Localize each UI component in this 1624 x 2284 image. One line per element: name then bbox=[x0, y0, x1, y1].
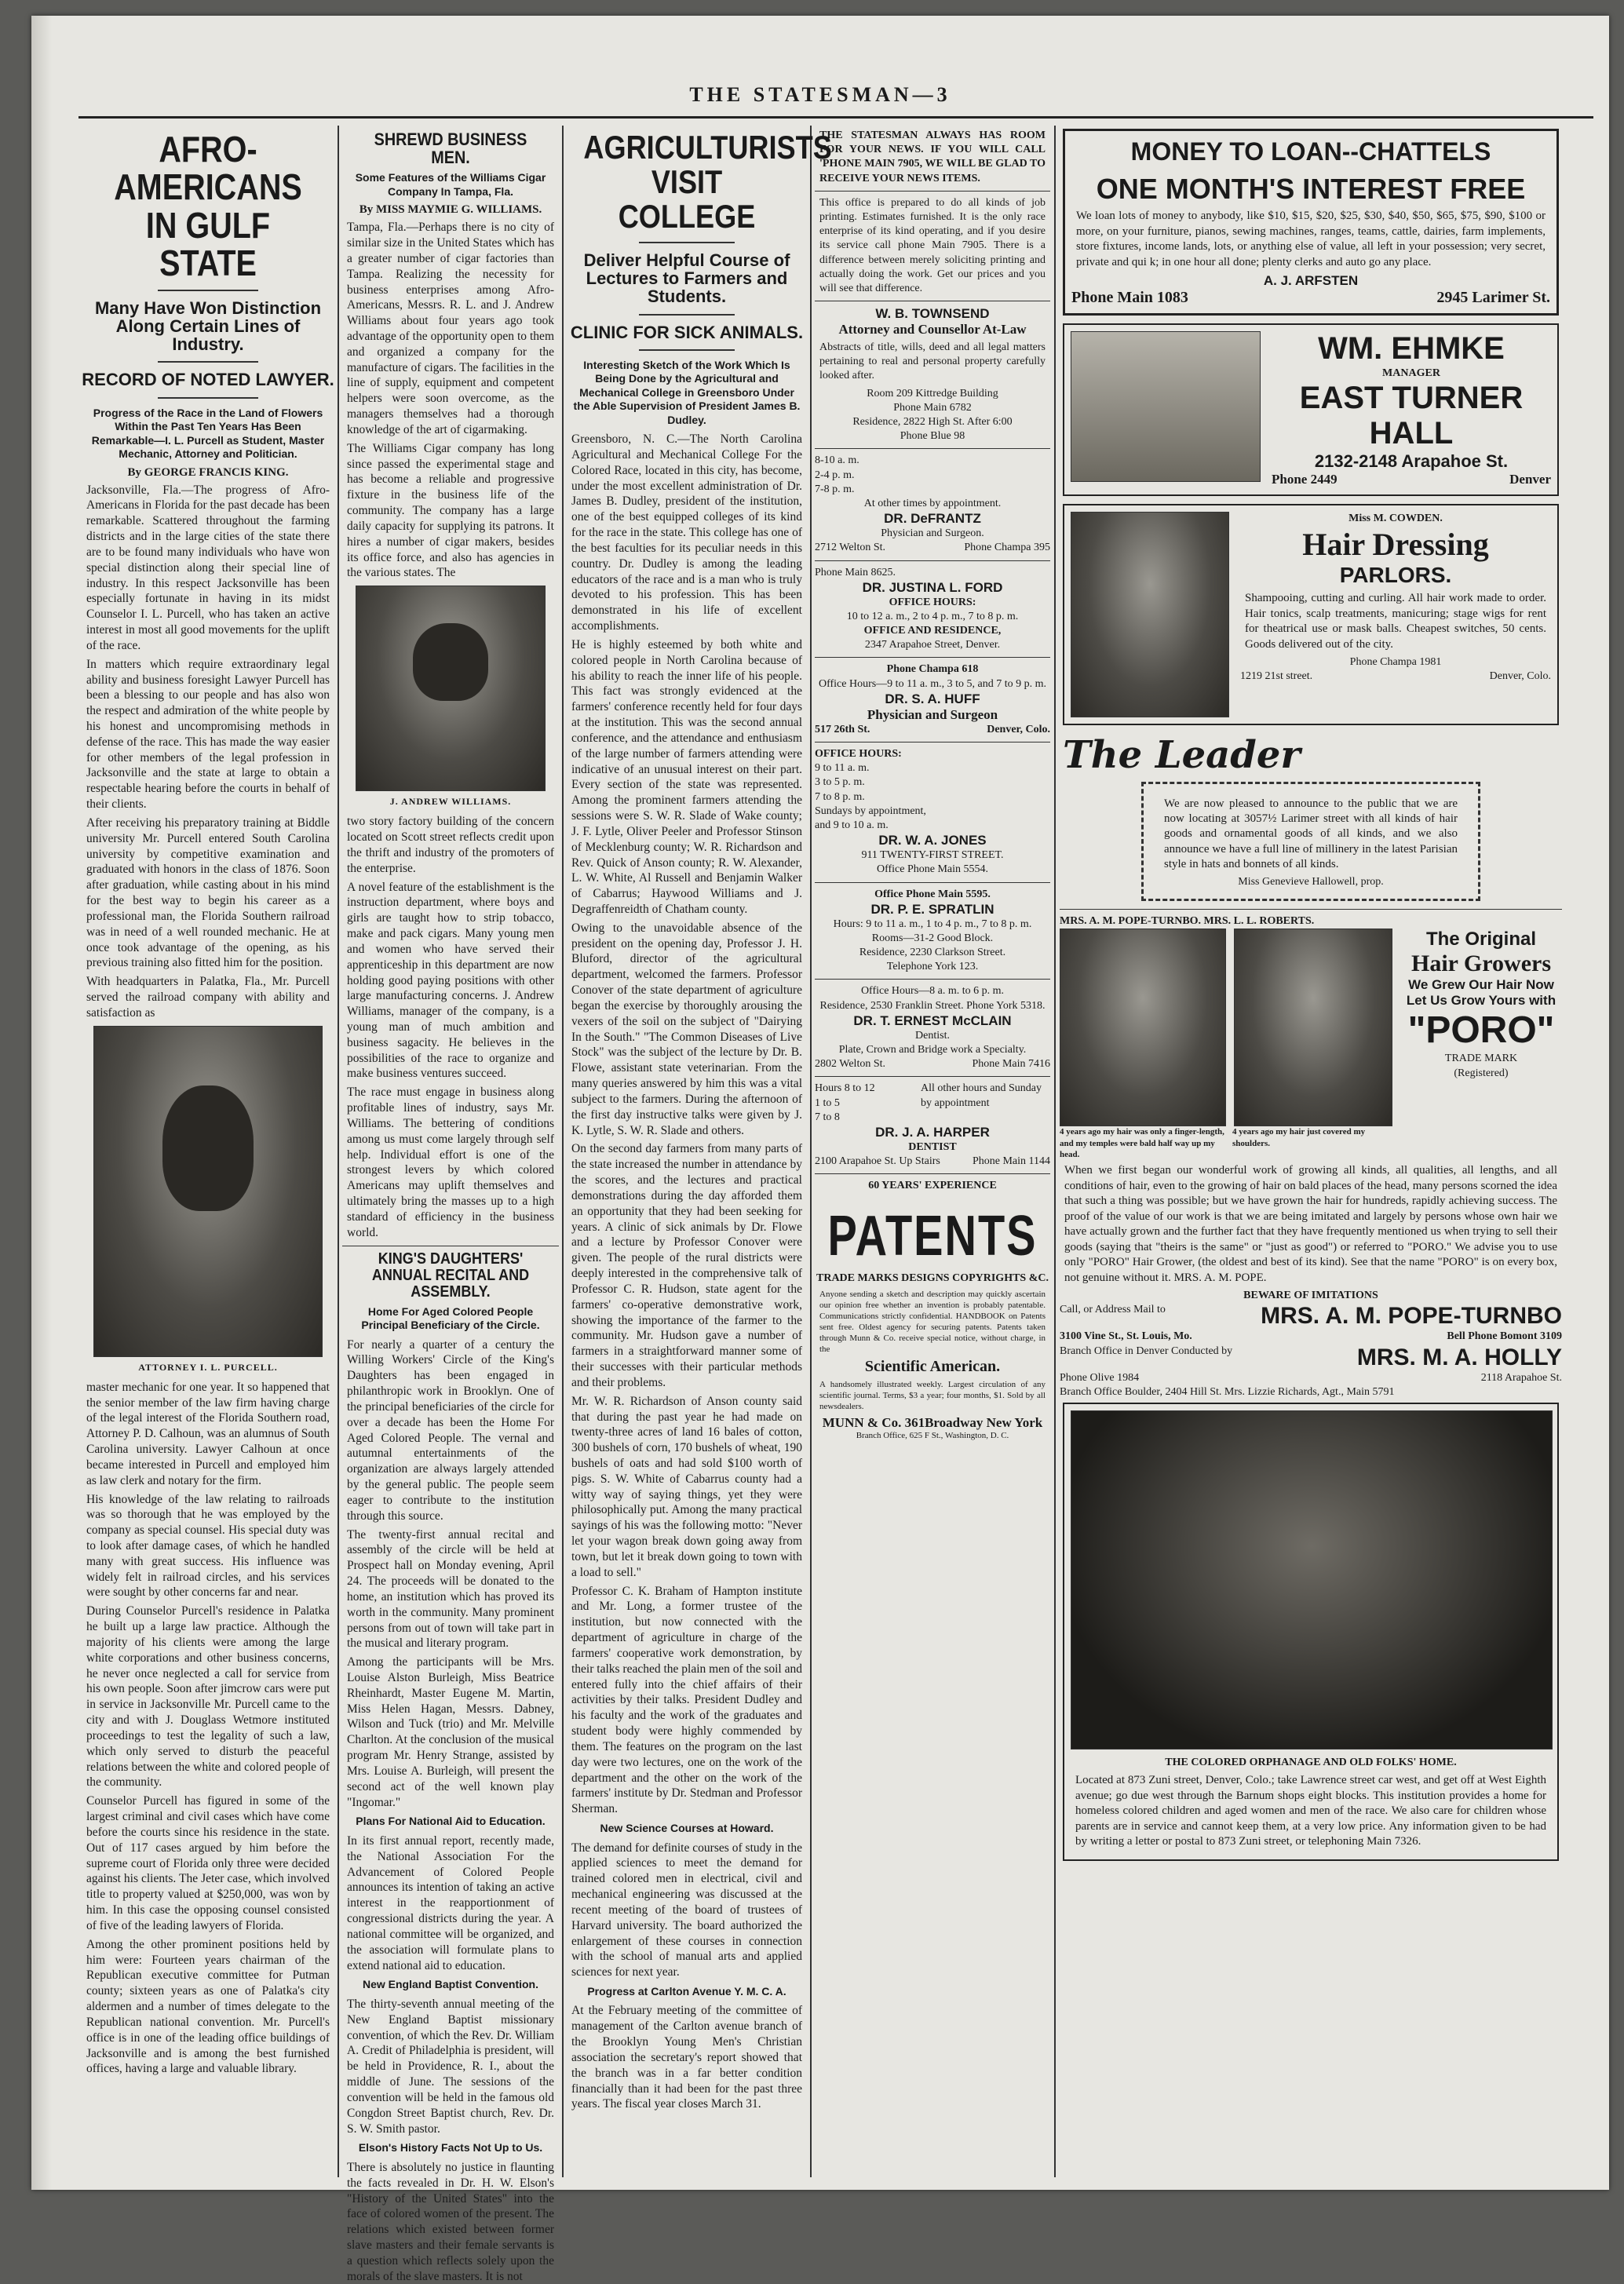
portrait-photo bbox=[1234, 929, 1392, 1126]
running-head: THE STATESMAN—3 bbox=[689, 83, 951, 106]
ad-address: 3100 Vine St., St. Louis, Mo. bbox=[1060, 1330, 1192, 1343]
paragraph: Tampa, Fla.—Perhaps there is no city of similar size in the United States which has a greater number of cigar factories than Tampa. Realizing the necessity for business enterprises among Afro-Americans, Messrs. R. L. and J. Andrew Williams about four years ago took advantage of the opportunity open to them and organized a company for the manufacture of cigars. The facilities in the line of supply, equipment and competent helpers were soon overcome, as the managers themselves had a thorough knowledge of the art of cigarmaking. bbox=[347, 221, 554, 436]
header-rule bbox=[78, 116, 1593, 119]
divider bbox=[639, 242, 735, 243]
ad-trademark: TRADE MARK bbox=[1444, 1053, 1518, 1065]
card-hours: 3 to 5 p. m. bbox=[815, 776, 865, 789]
card-name: DR. T. ERNEST McCLAIN bbox=[853, 1012, 1012, 1028]
headline: AFRO-AMERICANS IN GULF STATE bbox=[114, 129, 302, 283]
ad-address: 1219 21st street. bbox=[1240, 670, 1313, 683]
ad-name: WM. EHMKE bbox=[1318, 331, 1505, 366]
portrait-photo bbox=[356, 586, 546, 791]
divider bbox=[815, 979, 1050, 980]
deck: Many Have Won Distinction Along Certain Lines of Industry. bbox=[94, 298, 322, 355]
divider bbox=[158, 361, 259, 363]
column-rule bbox=[338, 126, 339, 2177]
paragraph: Among the participants will be Mrs. Louise Alston Burleigh, Miss Beatrice Rheinhardt, Master Eugene M. Martin, Miss Helen Hagan, Messrs. Dabney, Wilson and Tuck (trio) and Mr. Melville Charlton. At the conclusion of the musical program Mr. Henry Strange, assisted by Mrs. Louise A. Burleigh, will present the second act of the well known play "Ingomar." bbox=[347, 1655, 554, 1809]
card-phone: Phone Main 1144 bbox=[972, 1155, 1050, 1168]
card-hours-label: OFFICE HOURS: bbox=[889, 596, 976, 608]
card-title: Physician and Surgeon bbox=[867, 706, 998, 722]
paragraph: Professor C. K. Braham of Hampton institute and Mr. Long, a former trustee of the institution, but now connected with the department of agriculture in charge of the farmers' cooperative work demonstration, by their talks reached the plain men of the soil and entered fully into the chief affairs of their activities by their talks. President Dudley and his faculty and the work of the graduates and student body were highly commended by them. The features on the program on the last day were two lectures, one on the work of the department and the other on the work of the farmers' institute by Dr. Stedman and Professor Sherman. bbox=[571, 1584, 802, 1816]
ad-label: Call, or Address Mail to bbox=[1060, 1304, 1166, 1316]
ad-name: MRS. A. M. POPE-TURNBO bbox=[1261, 1303, 1562, 1330]
card-rooms: Rooms—31-2 Good Block. bbox=[871, 932, 994, 944]
card-hours: All other hours and Sunday by appointment bbox=[921, 1082, 1042, 1109]
paragraph: In matters which require extraordinary legal ability and business foresight Lawyer Purcell has been a blessing to our people and has also won the respect and admiration of the white people by his honest and uncompromising methods in defense of the race. This has made the way easier for other members of the legal profession in Jacksonville and the state at large to obtain a respectable hearing before the courts in behalf of their clients. bbox=[86, 657, 330, 812]
ad-text: A handsomely illustrated weekly. Largest circulation of any scientific journal. Terms, $3 a year; four months, $1. Sold by all newsdealers. bbox=[819, 1380, 1046, 1412]
card-title: Physician and Surgeon. bbox=[881, 527, 984, 540]
card-name: DR. JUSTINA L. FORD bbox=[862, 579, 1003, 595]
ad-title: The Leader bbox=[1063, 733, 1301, 777]
column-2 bbox=[342, 126, 559, 2283]
card-office: OFFICE AND RESIDENCE, bbox=[863, 625, 1002, 637]
paragraph: The race must engage in business along profitable lines of industry, says Mr. Williams. The bettering of conditions among us must come largely through self help. Individual effort is one of the strongest levers by which colored Americans may uplift themselves and ultimately bring the masses up to a high standard of efficiency in the business world. bbox=[347, 1085, 554, 1239]
card-title: Attorney and Counsellor At-Law bbox=[838, 322, 1027, 337]
paragraph: Mr. W. R. Richardson of Anson county said that during the past year he had made on twenty-three acres of land 16 bales of cotton, 300 bushels of corn, 170 bushels of wheat, 190 bushels of oats and had sold $100 worth of pigs. S. W. White of Cabarrus county had a witty way of saying things, yet they were philosophically put. Among the many practical sayings of his was the following motto: "Never let your wagon break down going away from town, but let it break down going to town with a load to sell." bbox=[571, 1394, 802, 1579]
deck: RECORD OF NOTED LAWYER. bbox=[82, 370, 334, 390]
patents-ad bbox=[815, 1179, 1050, 1440]
card-hours: 9 to 11 a. m. bbox=[815, 762, 870, 775]
card-city: Denver, Colo. bbox=[987, 723, 1050, 735]
paragraph: He is highly esteemed by both white and colored people in North Carolina because of his ability to reach the inner life of his people. This fact was strongly evidenced at the farmers' conference recently held for four days at the institution. This was the second annual conference, and the attendance and enthusiasm of the large number of farmers attending were indicative of an unusual interest on their part. Every section of the state was represented. Among the prominent farmers attending the sessions were S. W. R. Slade of Wake county; J. F. Lytle, Oliver Peeler and Professor Stinson of Mecklenburg county; W. R. Richardson and Rev. Quick of Anson county; R. W. Alexander, L. W. White, Al Russell and Benjamin Walker of Cabarrus; Haywood Williams and J. Degraffenreidth of Chatham county. bbox=[571, 637, 802, 916]
paragraph: master mechanic for one year. It so happened that the senior member of the law firm having charge of the legal interest of the Florida Southern road, Attorney P. D. Calhoun, was an alumnus of South Carolina university. Lawyer Calhoun at once became interested in Purcell and employed him as law clerk and notary for the firm. bbox=[86, 1380, 330, 1487]
ad-title: The Original bbox=[1425, 929, 1536, 950]
paragraph: During Counselor Purcell's residence in Palatka he built up a large law practice. Although the majority of his clients were among the large white corporations and other business concerns, he never once neglected a call for service from his own people. Soon after jimcrow cars were put in service in Jacksonville Mr. Purcell came to the city and with J. Douglass Wetmore instituted proceedings to test the legality of such a law, which only served to disturb the peaceful relations between the white and colored people of the community. bbox=[86, 1604, 330, 1790]
card-residence: Residence, 2530 Franklin Street. Phone York 5318. bbox=[819, 999, 1046, 1012]
hall-engraving bbox=[1071, 331, 1261, 482]
harper-card bbox=[815, 1082, 1050, 1169]
card-hours: Office Hours—9 to 11 a. m., 3 to 5, and 7 to 9 p. m. bbox=[818, 677, 1047, 690]
divider bbox=[815, 882, 1050, 883]
card-hours: Office Hours—8 a. m. to 6 p. m. bbox=[860, 985, 1005, 998]
card-hours: 7-8 p. m. bbox=[815, 483, 855, 495]
paragraph: There is absolutely no justice in flaunting the facts revealed in Dr. H. W. Elson's "History of the United States" into the face of colored women of the present. The relations which existed between former slave masters and their female servants is a question which reflects solely upon the morals of the slave masters. It is not bbox=[347, 2160, 554, 2283]
card-hours: Sundays by appointment, bbox=[815, 805, 926, 817]
byline: By GEORGE FRANCIS KING. bbox=[127, 465, 289, 479]
column-rule bbox=[810, 126, 812, 2177]
paragraph: With headquarters in Palatka, Fla., Mr. Purcell served the railroad company with ability and satisfaction as bbox=[86, 975, 330, 1020]
cowden-ad bbox=[1063, 504, 1559, 725]
loan-ad bbox=[1063, 129, 1559, 316]
notice: THE STATESMAN ALWAYS HAS ROOM FOR YOUR NEWS. IF YOU WILL CALL 'PHONE MAIN 7905, WE WILL BE GLAD TO RECEIVE YOUR NEWS ITEMS. bbox=[819, 130, 1046, 184]
deck: Some Features of the Williams Cigar Company In Tampa, Fla. bbox=[355, 171, 546, 198]
photo-caption: ATTORNEY I. L. PURCELL. bbox=[138, 1361, 278, 1373]
ad-proprietor: Miss Genevieve Hallowell, prop. bbox=[1238, 875, 1384, 888]
poro-ad bbox=[1060, 914, 1562, 1399]
ad-phone: Phone 2449 bbox=[1272, 472, 1338, 487]
ad-title: Hair Growers bbox=[1411, 950, 1552, 977]
paragraph: Owing to the unavoidable absence of the president on the opening day, Professor J. H. Bluford, director of the agricultural department, welcomed the farmers. Professor Conover of the state department of agriculture began the exercise by thoroughly arousing the vexers of the soil on the subject of "Dairying In the South." "The Common Diseases of Live Stock" was the subject of the lecture by Dr. B. Flowe, assistant state veterinarian. From the many queries answered by him this was a vital subject to the farmers. During the afternoon of the first day instructive talks were given by J. K. Lytle, S. W. R. Slade and others. bbox=[571, 921, 802, 1137]
ad-branch: Branch Office, 625 F St., Washington, D. C. bbox=[856, 1431, 1009, 1441]
card-name: DR. W. A. JONES bbox=[878, 833, 987, 848]
card-phone: Phone Main 8625. bbox=[815, 566, 896, 578]
subhead: New Science Courses at Howard. bbox=[600, 1822, 774, 1835]
card-residence: Residence, 2230 Clarkson Street. bbox=[859, 947, 1006, 959]
ad-address: 2132-2148 Arapahoe St. bbox=[1314, 451, 1509, 472]
newspaper-page bbox=[31, 16, 1609, 2283]
ad-frame bbox=[1141, 782, 1480, 901]
ad-registered: (Registered) bbox=[1454, 1067, 1509, 1079]
portrait-photo bbox=[93, 1026, 323, 1357]
ad-city: Denver bbox=[1509, 472, 1551, 487]
card-text: Plate, Crown and Bridge work a Specialty. bbox=[838, 1044, 1027, 1056]
page-edge bbox=[31, 16, 52, 2190]
ad-address: 2118 Arapahoe St. bbox=[1480, 1371, 1562, 1384]
paragraph: Greensboro, N. C.—The North Carolina Agricultural and Mechanical College For the Colored Race, located in this city, has become, under the most excellent administration of Dr. James B. Dudley, president of the institution, one of the best equipped colleges of its kind for the race in the state. This college has one of the best faculties for its peculiar needs in this country. Dr. Dudley is among the leading educators of the race and is a man who is truly devoted to his profession. This has been demonstrated in his life of excellent accomplishments. bbox=[571, 432, 802, 633]
ad-title: MONEY TO LOAN--CHATTELS bbox=[1130, 137, 1491, 166]
ad-years: 60 YEARS' EXPERIENCE bbox=[868, 1180, 997, 1192]
paragraph: After receiving his preparatory training at Biddle university Mr. Purcell entered South Carolina university by competitive examination and graduated with honors in the class of 1876. Soon after graduation, while casting about in his mind for the best way to begin his career as a professional man, the Florida Southern railroad was in need of a well rounded mechanic. He at once took advantage of the opening, as his previous training also fitted him for the position. bbox=[86, 815, 330, 970]
column-1 bbox=[82, 126, 334, 2177]
divider bbox=[815, 1173, 1050, 1174]
deck: Home For Aged Colored People Principal Beneficiary of the Circle. bbox=[361, 1304, 540, 1332]
paragraph: The Williams Cigar company has long since passed the experimental stage and has become a reliable and progressive fixture in the business life of the community. The company has a large daily capacity for supplying its patrons. It hires a number of cigar makers, besides its office force, and also has agencies in the various states. The bbox=[347, 441, 554, 580]
orphanage-photo bbox=[1071, 1410, 1553, 1749]
ad-phone: Bell Phone Bomont 3109 bbox=[1447, 1330, 1562, 1343]
divider bbox=[815, 657, 1050, 658]
card-name: DR. S. A. HUFF bbox=[885, 691, 980, 706]
card-hours: 7 to 8 bbox=[815, 1111, 840, 1123]
ad-branch: Branch Office Boulder, 2404 Hill St. Mrs. Lizzie Richards, Agt., Main 5791 bbox=[1060, 1385, 1395, 1398]
card-address: 911 TWENTY-FIRST STREET. bbox=[861, 849, 1004, 862]
ad-text: We loan lots of money to anybody, like $10, $15, $20, $25, $30, $40, $50, $65, $75, $90, $100 or more, on your furniture, pianos, sewing machines, ranges, teams, cattle, dairies, farm implements, store fixtures, income lands, lots, or anything else of value, all left in your possession; very secret, private and qui k; in one hour all done; plenty clerks and auto go any place. bbox=[1076, 210, 1546, 268]
ad-tagline: We Grew Our Hair Now Let Us Grow Yours with bbox=[1406, 977, 1556, 1009]
huff-card bbox=[815, 662, 1050, 737]
photo-caption: 4 years ago my hair just covered my shoulders. bbox=[1232, 1127, 1366, 1148]
ad-name: MRS. M. A. HOLLY bbox=[1356, 1344, 1562, 1370]
subhead: New England Baptist Convention. bbox=[362, 1978, 538, 1991]
mcclain-card bbox=[815, 984, 1050, 1071]
notice: This office is prepared to do all kinds of job printing. Estimates furnished. It is the only race enterprise of its kind operating, and if you desire its service call phone Main 7905. There is a difference between merely soliciting printing and actually doing the work. Get our prices and you will see that difference. bbox=[819, 196, 1046, 294]
paragraph: Jacksonville, Fla.—The progress of Afro-Americans in Florida for the past decade has been remarkable. Scattered throughout the farming districts and in the large cities of the state there are to be found many individuals who have won special distinction along their special line of industry. In this respect Jacksonville has been especially fortunate in having in its midst Counselor I. L. Purcell, who has taken an active interest in most all good movements for the uplift of the race. bbox=[86, 483, 330, 652]
ad-text: Anyone sending a sketch and description may quickly ascertain our opinion free whether an invention is probably patentable. Communications strictly confidential. HANDBOOK on Patents sent free. Oldest agency for securing patents. Patents taken through Munn & Co. receive special notice, without charge, in the bbox=[819, 1289, 1046, 1355]
divider bbox=[815, 1076, 1050, 1077]
summary: Interesting Sketch of the Work Which Is Being Done by the Agricultural and Mechanical College in Greensboro Under the Able Supervision of President James B. Dudley. bbox=[573, 358, 801, 426]
card-hours: 8-10 a. m. bbox=[815, 454, 859, 467]
paragraph: A novel feature of the establishment is the instruction department, where boys and girls are taught how to strip tobacco, make and pack cigars. Many young men and women who have served their apprenticeship in this department are now holding good paying positions with other large manufacturing concerns. J. Andrew Williams, manager of the company, is a young man of much ambition and business sagacity. He believes in the possibilities of the race to organize and make business ventures succeed. bbox=[347, 880, 554, 1081]
card-phone: Phone Champa 618 bbox=[886, 663, 979, 676]
paragraph: In its first annual report, recently made, the National Association For the Advancement of Colored People announces its intention of taking an active interest in the reapportionment of congressional districts during the year. A national committee will be organized, and the association will formulate plans to extend national aid to education. bbox=[347, 1833, 554, 1972]
ad-warning: BEWARE OF IMITATIONS bbox=[1243, 1290, 1378, 1302]
ad-title: EAST TURNER HALL bbox=[1299, 381, 1524, 451]
ad-title: PATENTS bbox=[827, 1202, 1038, 1267]
photo-caption: THE COLORED ORPHANAGE AND OLD FOLKS' HOME. bbox=[1165, 1756, 1457, 1768]
paragraph: The twenty-first annual recital and assembly of the circle will be held at Prospect hall on Monday evening, April 24. The proceeds will be donated to the home, an institution which has proved its worth in the community. Many prominent persons from out of town will take part in the musical and literary program. bbox=[347, 1527, 554, 1651]
column-rule bbox=[1054, 126, 1056, 2177]
column-5 bbox=[1060, 126, 1562, 2177]
ad-names: MRS. A. M. POPE-TURNBO. MRS. L. L. ROBERTS. bbox=[1060, 915, 1315, 928]
subhead: Elson's History Facts Not Up to Us. bbox=[358, 2141, 543, 2154]
card-name: DR. DeFRANTZ bbox=[884, 511, 981, 527]
card-phone: Phone Blue 98 bbox=[900, 430, 965, 443]
divider bbox=[158, 290, 259, 291]
card-name: DR. J. A. HARPER bbox=[875, 1124, 990, 1140]
card-hours: At other times by appointment. bbox=[863, 497, 1002, 509]
ad-name: Miss M. COWDEN. bbox=[1348, 513, 1443, 524]
ad-text: We are now pleased to announce to the public that we are now locating at 3057½ Larimer street with all kinds of hair goods and ornamental goods of all kinds, and we also announce we have a full line of millinery in the latest Parisian style in hats and bonnets of all kinds. bbox=[1164, 797, 1458, 870]
card-hours: 10 to 12 a. m., 2 to 4 p. m., 7 to 8 p. m. bbox=[846, 610, 1019, 622]
ehmke-ad bbox=[1063, 323, 1559, 496]
card-residence: Residence, 2822 High St. After 6:00 bbox=[852, 416, 1013, 428]
ad-brand: "PORO" bbox=[1407, 1009, 1555, 1052]
paragraph: The thirty-seventh annual meeting of the New England Baptist missionary convention, of which the Rev. Dr. William A. Credit of Philadelphia is president, will be held in Providence, R. I., about the middle of June. The sessions of the convention will be held in the famous old Congdon Street Baptist church, Rev. Dr. S. W. Smith pastor. bbox=[347, 1997, 554, 2136]
ad-firm: MUNN & Co. 361Broadway New York bbox=[822, 1415, 1043, 1431]
card-address: 2347 Arapahoe Street, Denver. bbox=[864, 639, 1001, 651]
column-4 bbox=[815, 126, 1050, 2177]
card-hours: and 9 to 10 a. m. bbox=[815, 819, 889, 831]
card-phone: Phone Main 6782 bbox=[893, 401, 972, 414]
photo-caption: 4 years ago my hair was only a finger-length, and my temples were bald half way up my head. bbox=[1060, 1127, 1224, 1159]
card-phone: Office Phone Main 5554. bbox=[876, 863, 989, 876]
townsend-card bbox=[815, 306, 1050, 443]
card-address: 2100 Arapahoe St. Up Stairs bbox=[815, 1155, 940, 1168]
ad-phone: Phone Olive 1984 bbox=[1060, 1371, 1140, 1384]
divider bbox=[815, 191, 1050, 192]
card-phone: Office Phone Main 5595. bbox=[874, 888, 991, 900]
headline: AGRICULTURISTS VISIT COLLEGE bbox=[583, 129, 832, 235]
column-rule bbox=[562, 126, 564, 2177]
card-room: Room 209 Kittredge Building bbox=[867, 387, 998, 400]
byline: By MISS MAYMIE G. WILLIAMS. bbox=[359, 203, 542, 217]
card-title: DENTIST bbox=[908, 1140, 957, 1153]
jones-card bbox=[815, 747, 1050, 877]
deck: CLINIC FOR SICK ANIMALS. bbox=[570, 322, 804, 342]
card-name: DR. P. E. SPRATLIN bbox=[870, 901, 994, 917]
ad-title: Hair Dressing bbox=[1302, 527, 1489, 563]
paragraph: Among the other prominent positions held by him were: Fourteen years chairman of the Republican executive committee for Putman county; sixteen years as one of Palatka's city aldermen and a number of times delegate to the Republican national convention. Mr. Purcell's office is in one of the leading office buildings of Jacksonville and is among the best furnished offices, having a large and valuable library. bbox=[86, 1937, 330, 2076]
spratlin-card bbox=[815, 888, 1050, 975]
divider bbox=[815, 448, 1050, 449]
ford-card bbox=[815, 566, 1050, 653]
paragraph: For nearly a quarter of a century the Willing Workers' Circle of the King's Daughters has been engaged in philanthropic work in Brooklyn. One of the principal beneficiaries of the circle for over a decade has been the Home For Aged Colored People. The vernal and autumnal entertainments of the organization are always largely attended by the general public. The people seem eager to contribute to the institution through this source. bbox=[347, 1337, 554, 1523]
divider bbox=[815, 560, 1050, 561]
divider bbox=[639, 349, 735, 351]
ad-text: When we first began our wonderful work of growing all kinds, all qualities, all lengths, and all conditions of hair, even to the growing of hair on bald places of the head, many persons scorned the idea that such a thing was possible; but we have grown the hair for hundreds, rapidly achieving success. The proof of the value of our work is that we are being imitated and largely by persons whose own hair we have actually grown and the further fact that they have frequently mentioned us when trying to sell their goods (saying that "theirs is the same" or "just as good") or referred to "PORO." We advise you to use only "PORO" Hair Grower, (the oldest and best of its kind). See that the name "PORO" is on every box, not genuine without it. MRS. A. M. POPE. bbox=[1064, 1164, 1557, 1284]
orphanage-ad bbox=[1063, 1403, 1559, 1861]
ad-city: Denver, Colo. bbox=[1489, 670, 1551, 683]
card-title: Dentist. bbox=[915, 1029, 950, 1042]
paragraph: On the second day farmers from many parts of the state increased the number in attendance by the scores, and the lectures and practical demonstrations during the day afforded them an opportunity that they had been seeking for years. A clinic of sick animals by Dr. Flowe and a lecture by Professor Conover were given. The people of the rural districts were deeply interested in the comprehensive talk of Professor C. R. Hudson, state agent for the farmers' co-operative demonstrative work, showing the importance of the farmer to the community. Mr. Hudson gave a number of farmers in a straightforward manner some of their successes with their particular methods and their problems. bbox=[571, 1142, 802, 1389]
ad-address: 2945 Larimer St. bbox=[1436, 289, 1550, 306]
paragraph: At the February meeting of the committee of management of the Carlton avenue branch of the Brooklyn Young Men's Christian association the secretary's report showed that the branch was in a far better condition financially than it had been for the past three years. The fiscal year closes March 31. bbox=[571, 2004, 802, 2111]
divider bbox=[158, 397, 259, 399]
paragraph: The demand for definite courses of study in the applied sciences to meet the demand for trained colored men in electrical, civil and mechanical engineering was discussed at the recent meeting of the board of trustees of Harvard university. The board authorized the enlargement of these courses in connection with the school of manual arts and applied sciences for next year. bbox=[571, 1841, 802, 1979]
ad-name: A. J. ARFSTEN bbox=[1263, 273, 1359, 288]
headline: KING'S DAUGHTERS' ANNUAL RECITAL AND ASSEMBLY. bbox=[371, 1250, 530, 1301]
ad-label: Branch Office in Denver Conducted by bbox=[1060, 1344, 1233, 1357]
card-hours-label: OFFICE HOURS: bbox=[815, 748, 902, 760]
card-hours: 7 to 8 p. m. bbox=[815, 790, 865, 803]
portrait-photo bbox=[1060, 929, 1226, 1126]
divider bbox=[639, 314, 735, 316]
ad-subtitle: PARLORS. bbox=[1339, 563, 1452, 588]
subhead: Plans For National Aid to Education. bbox=[356, 1815, 546, 1828]
ad-text: Shampooing, cutting and curling. All hair work made to order. Hair tonics, scalp treatments, manicuring; stage wigs for rent for theatrical use or mask balls. Cheapest switches, 50 cents. Goods delivered out of the city. bbox=[1245, 592, 1546, 651]
card-hours: 1 to 5 bbox=[815, 1096, 840, 1109]
ad-phone: Phone Champa 1981 bbox=[1349, 656, 1442, 669]
card-hours: Hours: 9 to 11 a. m., 1 to 4 p. m., 7 to 8 p. m. bbox=[833, 918, 1032, 930]
ad-journal: Scientific American. bbox=[864, 1358, 1001, 1376]
leader-ad bbox=[1063, 733, 1559, 901]
card-hours: 2-4 p. m. bbox=[815, 469, 855, 481]
ad-text: Located at 873 Zuni street, Denver, Colo.; take Lawrence street car west, and get off at West Eighth avenue; go due west through the Barnum shops eight blocks. This institution provides a home for homeless colored children and aged women and men of the race. We also care for children whose parents are in service and cannot keep them, at a very low price. Any information given to be had by writing a letter or postal to 873 Zuni street, or telephoning Main 7326. bbox=[1075, 1774, 1546, 1848]
card-phone: Telephone York 123. bbox=[886, 961, 979, 973]
summary: Progress of the Race in the Land of Flowers Within the Past Ten Years Has Been Remarkable—I. L. Purcell as Student, Master Mechanic, Attorney and Politician. bbox=[91, 406, 325, 461]
paragraph: two story factory building of the concern located on Scott street reflects credit upon the thrift and industry of the promoters of the enterprise. bbox=[347, 815, 554, 875]
divider bbox=[1060, 909, 1562, 910]
photo-caption: J. ANDREW WILLIAMS. bbox=[389, 796, 512, 808]
deck: Deliver Helpful Course of Lectures to Farmers and Students. bbox=[583, 250, 790, 307]
card-address: 2802 Welton St. bbox=[815, 1058, 886, 1071]
ad-marks: TRADE MARKS DESIGNS COPYRIGHTS &C. bbox=[816, 1272, 1049, 1284]
defrantz-card bbox=[815, 454, 1050, 555]
subhead: Progress at Carlton Avenue Y. M. C. A. bbox=[587, 1984, 786, 1998]
portrait-photo bbox=[1071, 512, 1229, 717]
card-address: 2712 Welton St. bbox=[815, 542, 886, 554]
ad-role: MANAGER bbox=[1382, 367, 1440, 379]
card-address: 517 26th St. bbox=[815, 723, 870, 735]
card-name: W. B. TOWNSEND bbox=[875, 306, 990, 322]
ad-title: ONE MONTH'S INTEREST FREE bbox=[1096, 173, 1526, 205]
paragraph: His knowledge of the law relating to railroads was so thorough that he was employed by the company as special counsel. His special duty was to look after damage cases, of which he handled many with great success. His influence was widely felt in railroad circles, and his services were sought by other concerns far and near. bbox=[86, 1492, 330, 1600]
card-phone: Phone Main 7416 bbox=[972, 1058, 1050, 1071]
card-text: Abstracts of title, wills, deed and all legal matters pertaining to real and personal property carefully looked after. bbox=[819, 341, 1046, 382]
card-phone: Phone Champa 395 bbox=[964, 542, 1050, 554]
card-hours: Hours 8 to 12 bbox=[815, 1082, 875, 1095]
paragraph: Counselor Purcell has figured in some of the largest criminal and civil cases which have come before the courts since his residence in the state. Out of 117 cases argued by him before the supreme court of Florida only three were decided against his clients. The Jeter case, which involved title to property valued at $250,000, was won by him. In this case the opposing counsel consisted of five of the leading lawyers of Florida. bbox=[86, 1794, 330, 1932]
ad-phone: Phone Main 1083 bbox=[1071, 289, 1188, 306]
headline: SHREWD BUSINESS MEN. bbox=[374, 130, 527, 168]
